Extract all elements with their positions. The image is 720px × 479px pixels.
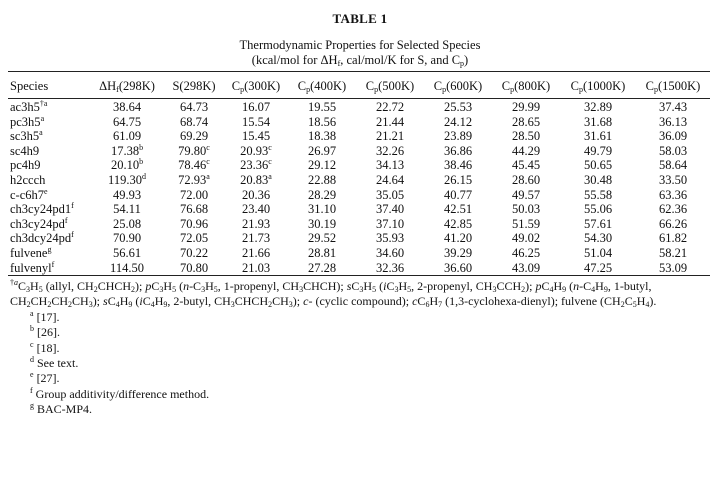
footnote: $^g$ BAC-MP4. [30,401,93,417]
table-body [8,100,710,275]
heat-capacity-cell: 40.77 [443,187,473,202]
species-cell: $ch3dcy24pd^f$ [10,230,74,246]
heat-capacity-cell: 42.51 [443,202,473,217]
heat-capacity-cell: 36.86 [443,143,473,158]
species-cell: ch3cy24pd1$^f$ [10,201,74,217]
heat-capacity-cell: 24.64 [375,172,405,187]
entropy-cell: 79.80$^c$ [178,142,210,158]
species-abbreviation-note: $^{\dagger a}C_3H_5$ (allyl, $CH_2CHCH_2$); $pC_3H_5$ ($n-C_3H_5$, 1-propenyl, $CH_3CHCH$); $sC_3H_5$ ($iC_3H_5$, 2-propenyl, $CH_3CCH_2$); $pC_4H_9$ ($n-C_4H_9$, 1-butyl, $CH_2CH_2CH_2CH_3$); $sC_4H_9$ ($iC_4H_9$, 2-butyl, $CH_3CHCH_2CH_3$); c- (cyclic compound); $cC_6H_7$ (1,3-cyclohexa-dienyl); fulvene $(CH_2C_5H_4)$. [10,278,657,310]
heat-capacity-cell: 43.09 [511,260,541,275]
entropy-cell: 72.00 [179,187,209,202]
header-row [8,76,710,96]
heat-capacity-cell: 31.10 [307,202,337,217]
heat-capacity-cell: 32.26 [375,143,405,158]
heat-capacity-cell: 36.13 [658,114,688,129]
heat-capacity-cell: 28.60 [511,172,541,187]
table-row [8,129,710,144]
heat-capacity-cell: 31.61 [583,129,613,144]
heat-capacity-cell: 62.36 [658,202,688,217]
enthalpy-cell: 64.75 [112,114,142,129]
heat-capacity-cell: 35.05 [375,187,405,202]
heat-capacity-cell: 32.89 [583,100,613,114]
enthalpy-cell: 114.50 [110,260,144,275]
heat-capacity-cell: 37.40 [375,202,405,217]
heat-capacity-cell: 26.97 [307,143,337,158]
entropy-cell: 78.46$^c$ [178,157,210,173]
heat-capacity-cell: 21.44 [375,114,405,129]
column-header: $C_p(400K)$ [297,78,347,94]
column-header: $C_p(1500K)$ [645,78,701,94]
heat-capacity-cell: 50.03 [511,202,541,217]
entropy-cell: 76.68 [179,202,209,217]
heat-capacity-cell: 42.85 [443,216,473,231]
table-notes [10,279,708,418]
species-cell: ac3h5$^{\dagger a}$ [10,99,48,114]
table-row [8,158,710,173]
column-header: $C_p(300K)$ [231,78,281,94]
bottom-rule [8,275,710,276]
heat-capacity-cell: 29.52 [307,231,337,246]
heat-capacity-cell: 23.40 [241,202,271,217]
heat-capacity-cell: 28.65 [511,114,541,129]
footnote: $^c$ [18]. [30,339,60,355]
heat-capacity-cell: 39.29 [443,245,473,260]
heat-capacity-cell: 18.38 [307,129,337,144]
footnote: $^b$ [26]. [30,324,60,340]
heat-capacity-cell: 58.03 [658,143,688,158]
footnote-list [10,310,708,418]
heat-capacity-cell: 37.10 [375,216,405,231]
heat-capacity-cell: 15.54 [241,114,271,129]
enthalpy-cell: 38.64 [112,100,142,114]
heat-capacity-cell: 27.28 [307,260,337,275]
entropy-cell: 70.96 [179,216,209,231]
heat-capacity-cell: 45.45 [511,158,541,173]
footnote: $^a$ [17]. [30,308,60,324]
heat-capacity-cell: 44.29 [511,143,541,158]
heat-capacity-cell: 49.57 [511,187,541,202]
heat-capacity-cell: 38.46 [443,158,473,173]
heat-capacity-cell: 31.68 [583,114,613,129]
column-header: $\Delta H_f(298K)$ [99,78,155,94]
entropy-cell: 64.73 [179,100,209,114]
heat-capacity-cell: 63.36 [658,187,688,202]
heat-capacity-cell: 21.93 [241,216,271,231]
heat-capacity-cell: 20.36 [241,187,271,202]
heat-capacity-cell: 51.04 [583,245,613,260]
table-row [8,246,710,261]
heat-capacity-cell: 34.60 [375,245,405,260]
heat-capacity-cell: 20.83$^a$ [240,171,272,187]
enthalpy-cell: 20.10$^b$ [110,157,144,173]
footnote: $^d$ See text. [30,355,79,371]
column-header: S(298K) [172,78,216,93]
heat-capacity-cell: 41.20 [443,231,473,246]
heat-capacity-cell: 30.19 [307,216,337,231]
enthalpy-cell: 119.30$^d$ [108,171,146,187]
heat-capacity-cell: 32.36 [375,260,405,275]
heat-capacity-cell: 21.21 [375,129,405,144]
heat-capacity-cell: 24.12 [443,114,473,129]
species-cell: c-c6h7e [10,186,48,202]
heat-capacity-cell: 33.50 [658,172,688,187]
heat-capacity-cell: 28.81 [307,245,337,260]
species-cell: h2ccch [10,172,46,187]
heat-capacity-cell: 55.58 [583,187,613,202]
table-row [8,115,710,130]
heat-capacity-cell: 23.89 [443,129,473,144]
enthalpy-cell: 70.90 [112,231,142,246]
heat-capacity-cell: 22.88 [307,172,337,187]
table-label: TABLE 1 [332,11,388,26]
heat-capacity-cell: 29.99 [511,100,541,114]
column-header: $C_p(600K)$ [433,78,483,94]
heat-capacity-cell: 18.56 [307,114,337,129]
enthalpy-cell: 25.08 [112,216,142,231]
column-header: $C_p(1000K)$ [570,78,626,94]
heat-capacity-cell: 47.25 [583,260,613,275]
heat-capacity-cell: 55.06 [583,202,613,217]
heat-capacity-cell: 15.45 [241,129,271,144]
entropy-cell: 68.74 [179,114,209,129]
heat-capacity-cell: 36.09 [658,129,688,144]
table-row [8,202,710,217]
heat-capacity-cell: 54.30 [583,231,613,246]
top-rule [8,71,710,72]
heat-capacity-cell: 29.12 [307,158,337,173]
heat-capacity-cell: 58.64 [658,158,688,173]
footnote: $^e$ [27]. [30,370,60,386]
column-header: $C_p(500K)$ [365,78,415,94]
species-cell: fulvene$^g$ [10,244,52,260]
heat-capacity-cell: 21.03 [241,260,271,275]
species-cell: $ch3cy24pd^f$ [10,215,68,231]
heat-capacity-cell: 57.61 [583,216,613,231]
heat-capacity-cell: 19.55 [307,100,337,114]
heat-capacity-cell: 21.66 [241,245,271,260]
table-row [8,144,710,159]
heat-capacity-cell: 22.72 [375,100,405,114]
table-row [8,100,710,115]
heat-capacity-cell: 28.29 [307,187,337,202]
entropy-cell: 70.22 [179,245,209,260]
heat-capacity-cell: 25.53 [443,100,473,114]
entropy-cell: 69.29 [179,129,209,144]
table-row [8,231,710,246]
column-header: Species [10,78,49,93]
heat-capacity-cell: 36.60 [443,260,473,275]
species-cell: pc3h5$^a$ [10,113,45,129]
heat-capacity-cell: 21.73 [241,231,271,246]
heat-capacity-cell: 16.07 [241,100,271,114]
table-row [8,173,710,188]
heat-capacity-cell: 58.21 [658,245,688,260]
heat-capacity-cell: 50.65 [583,158,613,173]
table-row [8,261,710,276]
footnote: $^f$ Group additivity/difference method. [30,385,210,401]
heat-capacity-cell: 30.48 [583,172,613,187]
table-row [8,217,710,232]
heat-capacity-cell: 26.15 [443,172,473,187]
heat-capacity-cell: 66.26 [658,216,688,231]
enthalpy-cell: 54.11 [113,202,141,217]
heat-capacity-cell: 46.25 [511,245,541,260]
enthalpy-cell: 17.38$^b$ [110,142,144,158]
entropy-cell: 70.80 [179,260,209,275]
heat-capacity-cell: 20.93$^c$ [240,142,272,158]
heat-capacity-cell: 34.13 [375,158,405,173]
enthalpy-cell: 61.09 [112,129,142,144]
heat-capacity-cell: 28.50 [511,129,541,144]
species-cell: sc3h5$^a$ [10,128,43,144]
table-caption-line-1: Thermodynamic Properties for Selected Species [239,38,481,52]
heat-capacity-cell: 49.02 [511,231,541,246]
heat-capacity-cell: 37.43 [658,100,688,114]
thermo-table [8,76,710,275]
species-cell: fulvenyl$^f$ [10,259,55,275]
table-caption-line-2: (kcal/mol for $\Delta H_f$, cal/mol/K for S, and $C_p$) [251,53,469,68]
entropy-cell: 72.93$^a$ [178,171,210,187]
heat-capacity-cell: 23.36$^c$ [240,157,272,173]
heat-capacity-cell: 53.09 [658,260,688,275]
heat-capacity-cell: 35.93 [375,231,405,246]
heat-capacity-cell: 61.82 [658,231,688,246]
heat-capacity-cell: 51.59 [511,216,541,231]
table-row [8,188,710,203]
heat-capacity-cell: 49.79 [583,143,613,158]
entropy-cell: 72.05 [179,231,209,246]
species-cell: pc4h9 [10,158,41,173]
enthalpy-cell: 56.61 [112,245,142,260]
species-cell: sc4h9 [10,143,40,158]
column-header: $C_p(800K)$ [501,78,551,94]
enthalpy-cell: 49.93 [112,187,142,202]
